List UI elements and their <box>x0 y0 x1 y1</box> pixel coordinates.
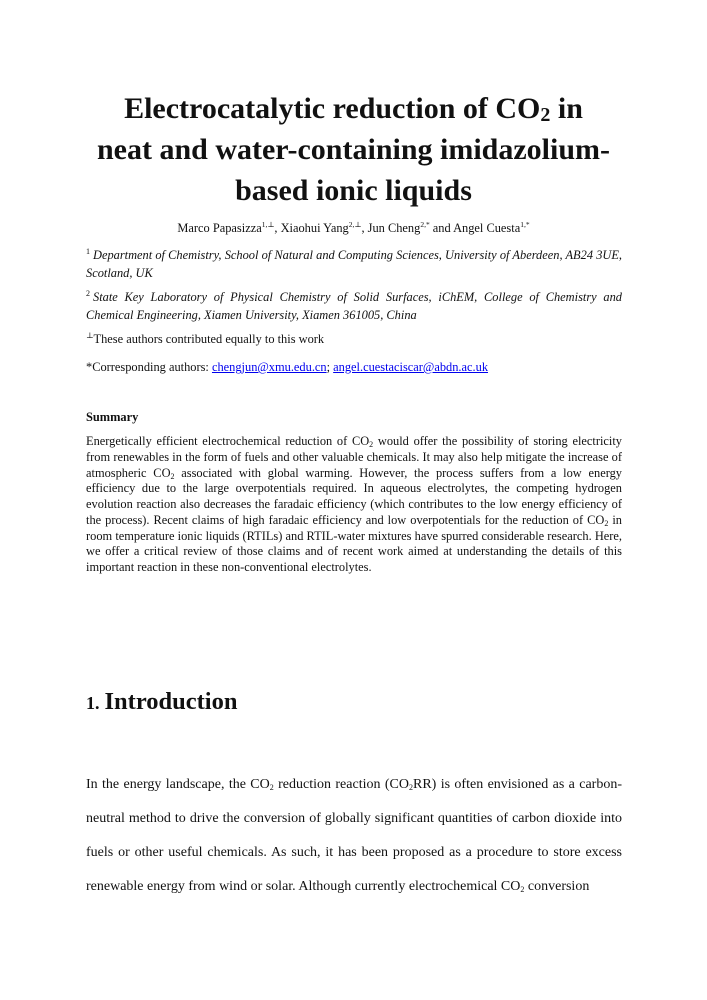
email-link-cuesta[interactable]: angel.cuestaciscar@abdn.ac.uk <box>333 360 489 374</box>
author-name: Angel Cuesta <box>453 221 521 235</box>
corresponding-authors-note: *Corresponding authors: chengjun@xmu.edu.cn; angel.cuestaciscar@abdn.ac.uk <box>86 360 489 374</box>
affiliation-2: $^2$ State Key Laboratory of Physical Chemistry of Solid Surfaces, iChEM, College of Chemistry and Chemical Engineering, Xiamen University, Xiamen 361005, China <box>86 289 622 322</box>
author-affiliation-mark: 2,* <box>420 220 430 229</box>
author-affiliation-mark: 1,* <box>520 220 530 229</box>
author-affiliation-mark: 1,⊥ <box>261 220 275 229</box>
introduction-paragraph: In the energy landscape, the $CO_2$ reduction reaction $(CO_2RR)$ is often envisioned as a carbon-neutral method to drive the conversion of globally significant quantities of carbon dioxide into fuels or other useful chemicals. As such, it has been proposed as a procedure to store excess renewable energy from wind or solar. Although currently electrochemical $CO_2$ conversion <box>86 777 622 894</box>
author-name: Xiaohui Yang <box>280 221 349 235</box>
summary-paragraph: Energetically efficient electrochemical reduction of $CO_2$ would offer the possibility of storing electricity from renewables in the form of fuels and other valuable chemicals. It may also help mitigate the increase of atmospheric $CO_2$ associated with global warming. However, the process suffers from a low energy efficiency due to the large overpotentials required. In aqueous electrolytes, the competing hydrogen evolution reaction also decreases the faradaic efficiency (which contributes to the low energy efficiency of the process). Recent claims of high faradaic efficiency and low overpotentials for the reduction of $CO_2$ in room temperature ionic liquids (RTILs) and RTIL-water mixtures have spurred considerable research. Here, we offer a critical review of those claims and of recent work aimed at understanding the details of this important reaction in these non-conventional electrolytes. <box>86 434 622 574</box>
section-title: Introduction <box>104 688 238 715</box>
author-name: Jun Cheng <box>367 221 421 235</box>
equal-contribution-note: ⊥These authors contributed equally to this work <box>86 331 325 346</box>
author-name: Marco Papasizza <box>177 221 262 235</box>
author-list: Marco Papasizza$^{1,\perp}$, Xiaohui Yang$^{2,\perp}$, Jun Cheng$^{2,*}$ and Angel Cuesta$^{1,*}$ <box>177 220 530 235</box>
email-link-cheng[interactable]: chengjun@xmu.edu.cn <box>211 360 327 374</box>
section-number: 1. <box>86 693 100 713</box>
paper-title: Electrocatalytic reduction of $CO_2$ in neat and water-containing imidazolium- based ionic liquids <box>96 92 611 207</box>
affiliation-1: $^1$ Department of Chemistry, School of Natural and Computing Sciences, University of Aberdeen, AB24 3UE, Scotland, UK <box>86 247 622 280</box>
summary-heading: Summary <box>86 410 139 424</box>
author-affiliation-mark: 2,⊥ <box>348 220 362 229</box>
section-heading-introduction <box>86 688 237 716</box>
